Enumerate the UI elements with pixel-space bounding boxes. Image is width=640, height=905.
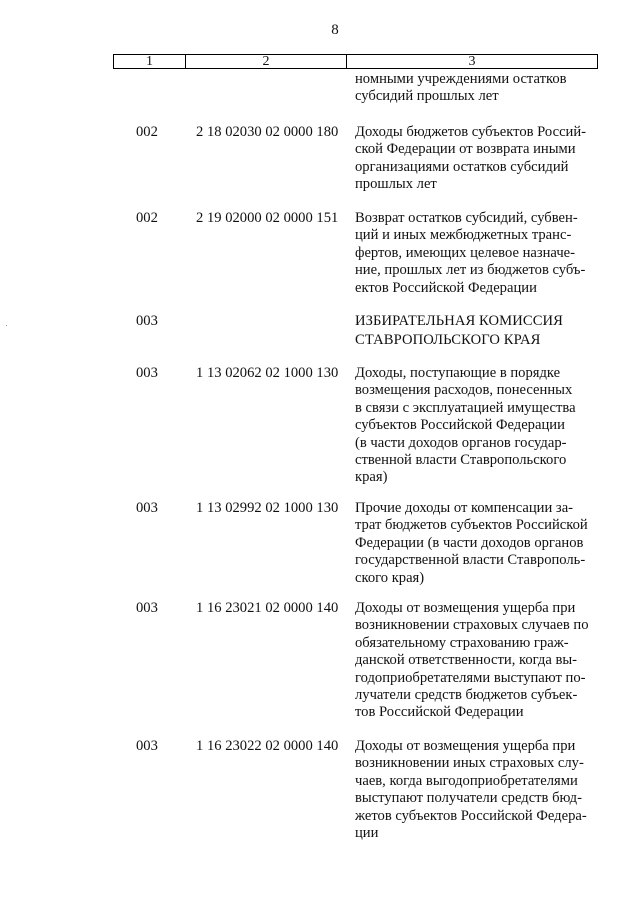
description-line: государственной власти Ставрополь- <box>355 552 586 569</box>
description-line: годоприобретателями выступают по- <box>355 669 586 686</box>
description-line: ние, прошлых лет из бюджетов субъ- <box>355 262 586 279</box>
revenue-description <box>355 124 605 194</box>
description-line: ского края) <box>355 569 425 586</box>
description-line: чаев, когда выгодоприобретателями <box>355 772 578 789</box>
description-line: Доходы бюджетов субъектов Россий- <box>355 124 587 140</box>
description-line: жетов субъектов Российской Федера- <box>355 807 587 824</box>
description-line: лучатели средств бюджетов субъек- <box>355 687 578 704</box>
description-line: ской Федерации от возврата иными <box>355 141 576 158</box>
description-line: номными учреждениями остатков <box>355 71 567 87</box>
revenue-description <box>355 365 605 487</box>
description-line: выступают получатели средств бюд- <box>355 790 582 807</box>
description-line: в связи с эксплуатацией имущества <box>355 399 576 416</box>
budget-classification-code: 1 16 23021 02 0000 140 <box>196 600 339 616</box>
admin-code: 002 <box>136 124 158 140</box>
description-line: возмещения расходов, понесенных <box>355 382 573 399</box>
page-number: 8 <box>331 22 339 38</box>
description-line: возникновении иных страховых слу- <box>355 755 584 772</box>
column-header-3: 3 <box>468 54 476 69</box>
description-line: ектов Российской Федерации <box>355 279 537 296</box>
description-line: Доходы от возмещения ущерба при <box>355 600 576 616</box>
description-line: возникновении страховых случаев по <box>355 617 589 634</box>
revenue-description <box>355 738 605 842</box>
admin-code: 003 <box>136 500 158 516</box>
budget-classification-code: 1 13 02062 02 1000 130 <box>196 365 339 381</box>
admin-code: 003 <box>136 738 158 754</box>
description-line: Прочие доходы от компенсации за- <box>355 500 574 516</box>
description-line: субсидий прошлых лет <box>355 88 499 105</box>
column-header-2: 2 <box>186 55 347 68</box>
admin-code: 002 <box>136 210 158 226</box>
description-line: Доходы, поступающие в порядке <box>355 365 561 381</box>
column-header-1: 1 <box>114 55 186 68</box>
description-line: Федерации (в части доходов органов <box>355 534 584 551</box>
admin-code: 003 <box>136 365 158 381</box>
description-line: трат бюджетов субъектов Российской <box>355 517 588 534</box>
description-line: Доходы от возмещения ущерба при <box>355 738 576 754</box>
budget-classification-code: 1 13 02992 02 1000 130 <box>196 500 339 516</box>
revenue-description <box>355 600 605 722</box>
description-line: ственной власти Ставропольского <box>355 452 567 469</box>
description-line: прошлых лет <box>355 176 437 193</box>
description-line: (в части доходов органов государ- <box>355 434 567 451</box>
description-line: ции <box>355 825 379 842</box>
description-line: тов Российской Федерации <box>355 704 524 721</box>
scan-margin-mark <box>6 325 7 326</box>
description-line: субъектов Российской Федерации <box>355 417 565 434</box>
description-line: СТАВРОПОЛЬСКОГО КРАЯ <box>355 332 541 348</box>
description-line: ИЗБИРАТЕЛЬНАЯ КОМИССИЯ <box>355 313 564 329</box>
admin-code: 003 <box>136 313 158 329</box>
description-line: края) <box>355 469 388 486</box>
budget-classification-code: 2 18 02030 02 0000 180 <box>196 124 339 140</box>
description-line: организациями остатков субсидий <box>355 158 569 175</box>
description-line: ций и иных межбюджетных транс- <box>355 227 572 244</box>
revenue-description <box>355 71 605 106</box>
description-line: Возврат остатков субсидий, субвен- <box>355 210 578 226</box>
description-line: обязательному страхованию граж- <box>355 634 569 651</box>
admin-code: 003 <box>136 600 158 616</box>
description-line: фертов, имеющих целевое назначе- <box>355 244 575 261</box>
table-column-header <box>113 54 598 69</box>
revenue-description <box>355 210 605 297</box>
budget-classification-code: 1 16 23022 02 0000 140 <box>196 738 339 754</box>
section-heading <box>355 312 605 350</box>
budget-classification-code: 2 19 02000 02 0000 151 <box>196 210 339 226</box>
description-line: данской ответственности, когда вы- <box>355 652 578 669</box>
revenue-description <box>355 500 605 587</box>
